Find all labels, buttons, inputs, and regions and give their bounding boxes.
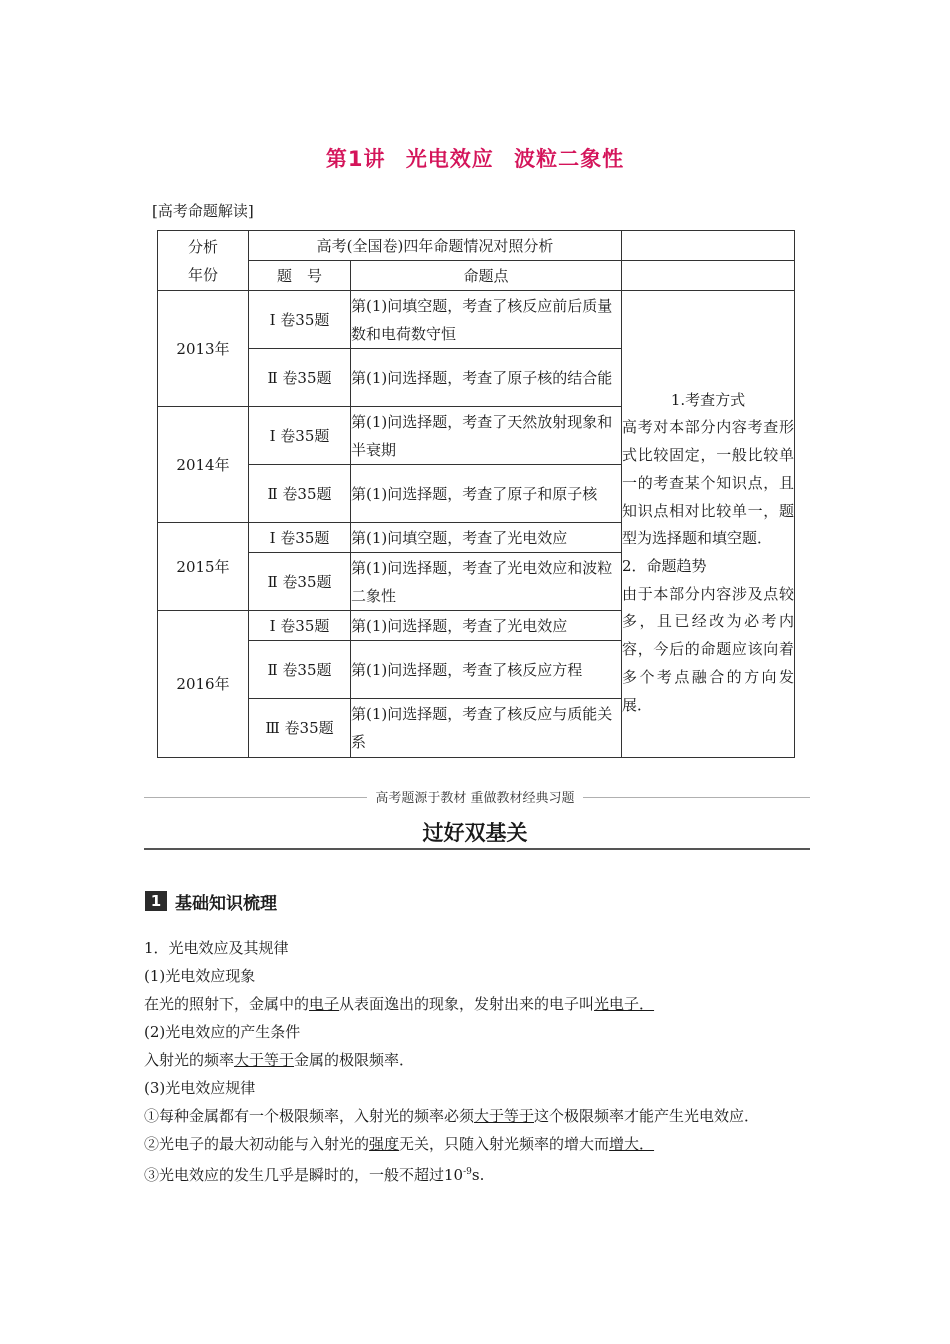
- title-lecture: 第1讲: [325, 147, 386, 171]
- paragraph: (3)光电效应规律: [144, 1079, 256, 1097]
- topic-cell: 第(1)问选择题，考查了光电效应和波粒二象性: [351, 553, 622, 611]
- header-topic: 命题点: [351, 261, 622, 291]
- answer-blank: 大于等于: [474, 1107, 535, 1125]
- paragraph: 入射光的频率大于等于金属的极限频率．: [144, 1051, 415, 1069]
- topic-cell: 第(1)问选择题，考查了原子和原子核: [351, 465, 622, 523]
- paragraph: (1)光电效应现象: [144, 967, 256, 985]
- exam-notes: [622, 291, 795, 758]
- header-analysis-year: 分析 年份: [158, 231, 249, 291]
- topic-cell: 第(1)问选择题，考查了核反应与质能关系: [351, 699, 622, 758]
- paragraph: (2)光电效应的产生条件: [144, 1023, 301, 1041]
- answer-blank: 增大．: [609, 1135, 655, 1153]
- year-cell: 2015年: [158, 523, 249, 611]
- question-no-cell: Ⅱ 卷35题: [249, 641, 351, 699]
- section-rule: [144, 848, 810, 850]
- paragraph: ②光电子的最大初动能与入射光的强度无关，只随入射光频率的增大而增大．: [144, 1135, 655, 1153]
- question-no-cell: Ⅰ 卷35题: [249, 523, 351, 553]
- topic-cell: 第(1)问填空题，考查了核反应前后质量数和电荷数守恒: [351, 291, 622, 349]
- year-cell: 2014年: [158, 407, 249, 523]
- question-no-cell: Ⅱ 卷35题: [249, 553, 351, 611]
- body-text: [144, 934, 814, 1189]
- answer-blank: 电子: [309, 995, 340, 1013]
- page-title: [0, 143, 950, 173]
- title-topic-2: 波粒二象性: [514, 147, 625, 171]
- title-topic-1: 光电效应: [405, 147, 494, 171]
- note-trend-text: 由于本部分内容涉及点较多，且已经改为必考内容，今后的命题应该向着多个考点融合的方向发展．: [622, 584, 794, 714]
- header-empty: [622, 231, 795, 261]
- section-title: 过好双基关: [422, 821, 528, 845]
- question-no-cell: Ⅲ 卷35题: [249, 699, 351, 758]
- answer-blank: 强度: [369, 1135, 400, 1153]
- note-heading-method: 1.考查方式: [670, 390, 746, 409]
- year-cell: 2016年: [158, 611, 249, 758]
- number-badge: 1: [145, 891, 167, 911]
- band-caption: 高考题源于教材 重做教材经典习题: [0, 787, 950, 806]
- header-empty-2: [622, 261, 795, 291]
- answer-blank: 大于等于: [234, 1051, 295, 1069]
- subsection-heading: 基础知识梳理: [175, 894, 277, 914]
- paragraph: ①每种金属都有一个极限频率，入射光的频率必须大于等于这个极限频率才能产生光电效应．: [144, 1107, 760, 1125]
- question-no-cell: Ⅱ 卷35题: [249, 349, 351, 407]
- topic-cell: 第(1)问选择题，考查了原子核的结合能: [351, 349, 622, 407]
- year-cell: 2013年: [158, 291, 249, 407]
- header-question-no: 题 号: [249, 261, 351, 291]
- header-main: 高考(全国卷)四年命题情况对照分析: [249, 231, 622, 261]
- topic-cell: 第(1)问选择题，考查了光电效应: [351, 611, 622, 641]
- paragraph: 1．光电效应及其规律: [144, 939, 289, 957]
- table-row: [158, 291, 795, 349]
- topic-cell: 第(1)问填空题，考查了光电效应: [351, 523, 622, 553]
- topic-cell: 第(1)问选择题，考查了核反应方程: [351, 641, 622, 699]
- question-no-cell: Ⅰ 卷35题: [249, 407, 351, 465]
- answer-blank: 光电子．: [594, 995, 655, 1013]
- paragraph: 在光的照射下，金属中的电子从表面逸出的现象，发射出来的电子叫光电子．: [144, 995, 655, 1013]
- question-no-cell: Ⅰ 卷35题: [249, 291, 351, 349]
- question-no-cell: Ⅰ 卷35题: [249, 611, 351, 641]
- topic-cell: 第(1)问选择题，考查了天然放射现象和半衰期: [351, 407, 622, 465]
- exam-analysis-table: [157, 230, 795, 758]
- paragraph: ③光电效应的发生几乎是瞬时的，一般不超过$10^{-9}s$.: [144, 1166, 485, 1184]
- question-no-cell: Ⅱ 卷35题: [249, 465, 351, 523]
- exam-analysis-label: [高考命题解读]: [152, 202, 254, 220]
- note-method-text: 高考对本部分内容考查形式比较固定，一般比较单一的考查某个知识点，且知识点相对比较单一，题型为选择题和填空题．: [622, 418, 794, 548]
- note-heading-trend: 2．命题趋势: [622, 557, 707, 575]
